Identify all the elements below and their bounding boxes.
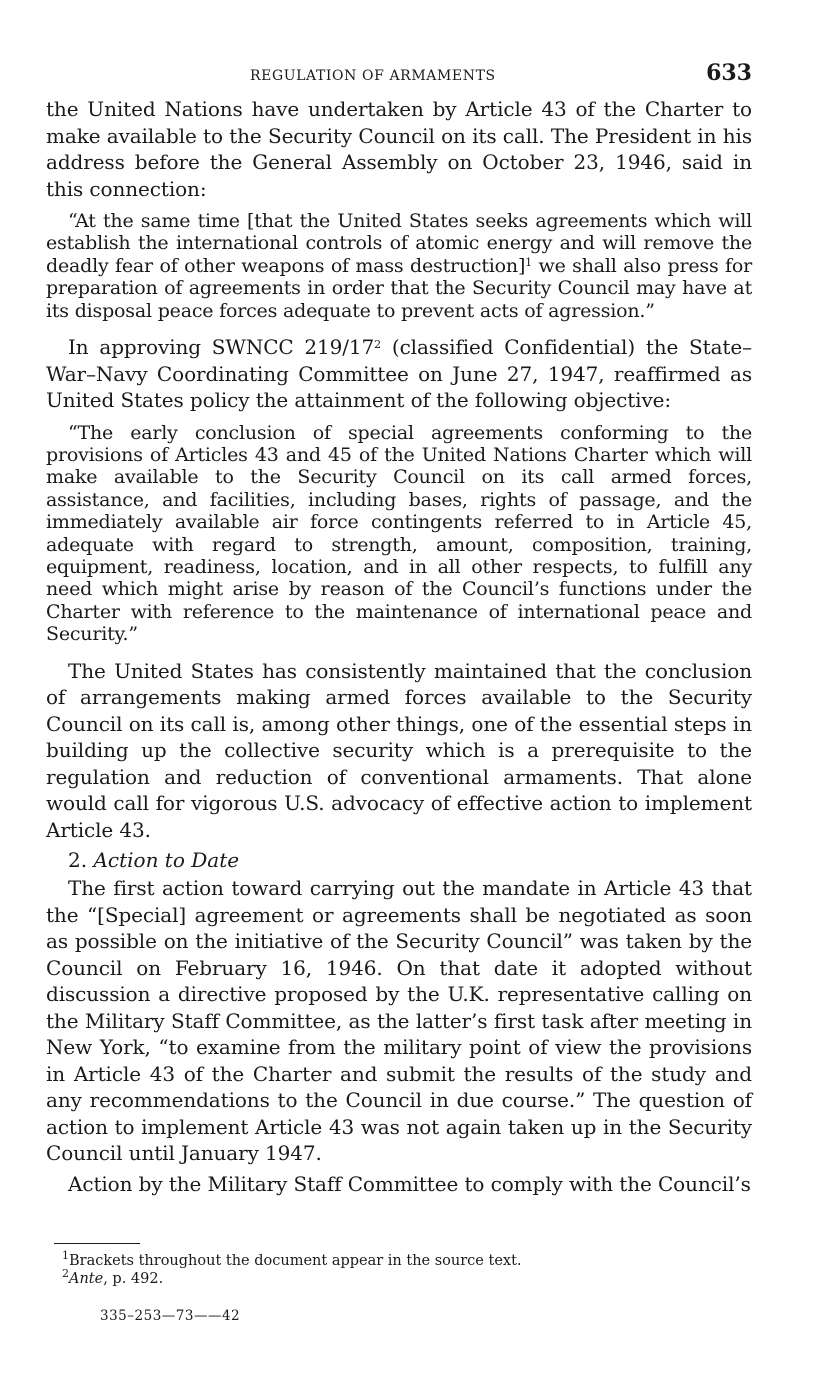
footnote-2	[62, 1267, 722, 1288]
footnote-2-mark: 2	[62, 1267, 69, 1280]
paragraph-2-part-1: In approving SWNCC 219/17	[68, 335, 375, 360]
footnote-1-text: Brackets throughout the document appear in the source text.	[69, 1253, 522, 1269]
footnote-2-ref: Ante	[69, 1271, 104, 1287]
footnote-1-mark: 1	[62, 1249, 69, 1262]
running-title: REGULATION OF ARMAMENTS	[250, 68, 496, 84]
footnote-ref-1: 1	[525, 255, 532, 269]
block-quote-president	[46, 210, 752, 322]
block-quote-swncc: “The early conclusion of special agreements conforming to the provisions of Articles 43 and 45 of the United Nations Charter which will make available to the Security Council on its call armed forces, assistance, and facilities, including bases, rights of passage, and the immediately available air force contingents referred to in Article 45, adequate with regard to strength, amount, composition, training, equipment, readiness, location, and in all other respects, to fulfill any need which might arise by reason of the Council’s functions under the Charter with reference to the maintenance of international peace and Security.”	[46, 421, 752, 646]
section-title: Action to Date	[93, 848, 240, 873]
document-page	[46, 60, 752, 1197]
paragraph-3: The United States has consistently maintained that the conclusion of arrangements making armed forces available to the Security Council on its call is, among other things, one of the essential steps in building up the collective security which is a prerequisite to the regulation and reduction of conventional armaments. That alone would call for vigorous U.S. advocacy of effective action to implement Article 43.	[46, 658, 752, 842]
footnote-ref-2: 2	[374, 338, 382, 352]
paragraph-5: Action by the Military Staff Committee to comply with the Council’s	[68, 1171, 751, 1196]
page-number: 633	[706, 60, 752, 86]
footnote-divider	[54, 1243, 140, 1244]
footnotes	[62, 1249, 722, 1288]
paragraph-1: the United Nations have undertaken by Article 43 of the Charter to make available to the Security Council on its call. The President in his address before the General Assembly on October 23, 1946, said in this connection:	[46, 97, 752, 201]
footnote-2-text: , p. 492.	[103, 1271, 164, 1287]
quote-text-part-1: “At the same time [that the United States seeks agreements which will establish the international controls of atomic energy and will remove the deadly fear of other weapons of mass destruction]	[46, 210, 752, 277]
section-number: 2.	[68, 848, 88, 873]
footnote-1	[62, 1249, 722, 1270]
paragraph-4: The first action toward carrying out the mandate in Article 43 that the “[Special] agreement or agreements shall be negotiated as soon as possible on the initiative of the Security Council” was taken by the Council on February 16, 1946. On that date it adopted without discussion a directive proposed by the U.K. representative calling on the Military Staff Committee, as the latter’s first task after meeting in New York, “to examine from the military point of view the provisions in Article 43 of the Charter and submit the results of the study and any recommendations to the Council in due course.” The question of action to implement Article 43 was not again taken up in the Security Council until January 1947.	[46, 876, 752, 1166]
paragraph-2-part-2: (classified Confidential) the State–War–Navy Coordinating Committee on June 27, 1947, reaffirmed as United States policy the attainment of the following objective:	[46, 335, 752, 413]
section-heading	[46, 845, 752, 875]
page-header	[46, 60, 752, 96]
quote-text-part-2: we shall also press for preparation of agreements in order that the Security Council may have at its disposal peace forces adequate to prevent acts of agression.”	[46, 254, 752, 322]
printer-code: 335–253—73——42	[100, 1308, 241, 1324]
paragraph-2	[46, 334, 752, 414]
